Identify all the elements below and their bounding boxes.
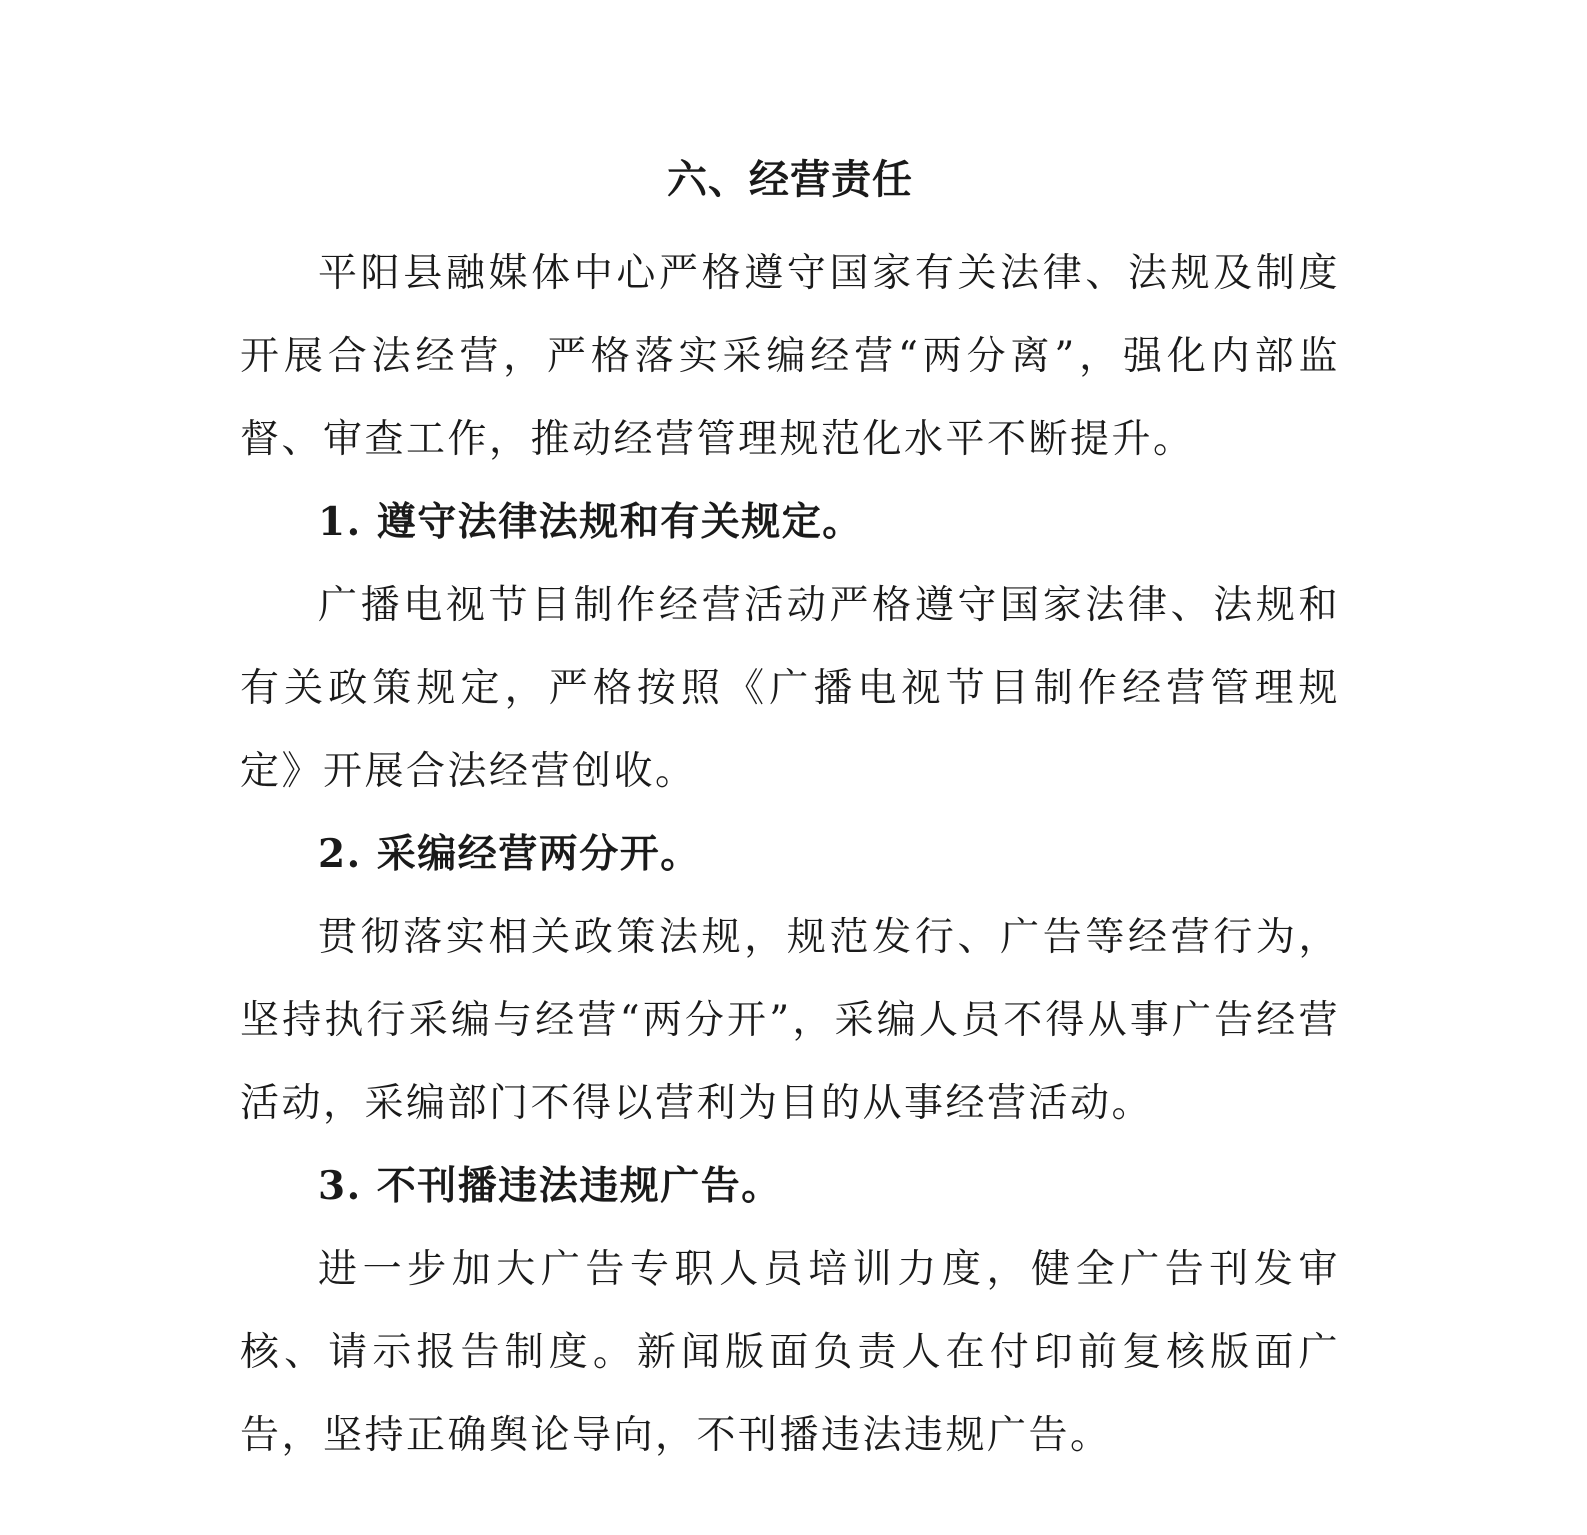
section-paragraph-1 — [240, 564, 1340, 813]
intro-text: 督、审查工作，推动经营管理规范化水平不断提升。 — [240, 417, 1195, 462]
section-3-text: 请示报告制度。新闻版面负责人在付印前复核版面广告，坚 — [240, 1330, 1340, 1458]
document-content — [240, 150, 1340, 1477]
section-3-text: 进一步加大广告专职人员培训力度，健全广告刊发审核、 — [240, 1247, 1340, 1375]
section-heading-1: 1. 遵守法律法规和有关规定。 — [318, 499, 863, 545]
section-2-text: 营活动，采编部门不得以营利为目的从事经营活动。 — [240, 998, 1340, 1126]
section-1-text: 有关政策规定，严格按照《广播电视节目制作经营管理规定》 — [240, 666, 1340, 794]
section-paragraph-2 — [240, 896, 1340, 1145]
section-heading-2: 2. 采编经营两分开。 — [318, 831, 701, 877]
section-heading-3: 3. 不刊播违法违规广告。 — [318, 1163, 782, 1209]
section-1-text: 广播电视节目制作经营活动严格遵守国家法律、法规和 — [318, 583, 1340, 628]
intro-paragraph — [240, 232, 1340, 481]
section-2-text: 贯彻落实相关政策法规，规范发行、广告等经营行为， — [318, 915, 1340, 960]
section-paragraph-3 — [240, 1228, 1340, 1477]
section-2-text: 坚持执行采编与经营“两分开”，采编人员不得从事广告经 — [240, 998, 1299, 1043]
section-3-text: 持正确舆论导向，不刊播违法违规广告。 — [364, 1413, 1112, 1458]
intro-text: 平阳县融媒体中心严格遵守国家有关法律、法规及制度 — [318, 251, 1340, 296]
intro-text: 开展合法经营，严格落实采编经营“两分离”，强化内部监 — [240, 334, 1340, 379]
section-1-text: 开展合法经营创收。 — [323, 749, 697, 794]
document-title: 六、经营责任 — [667, 157, 913, 203]
